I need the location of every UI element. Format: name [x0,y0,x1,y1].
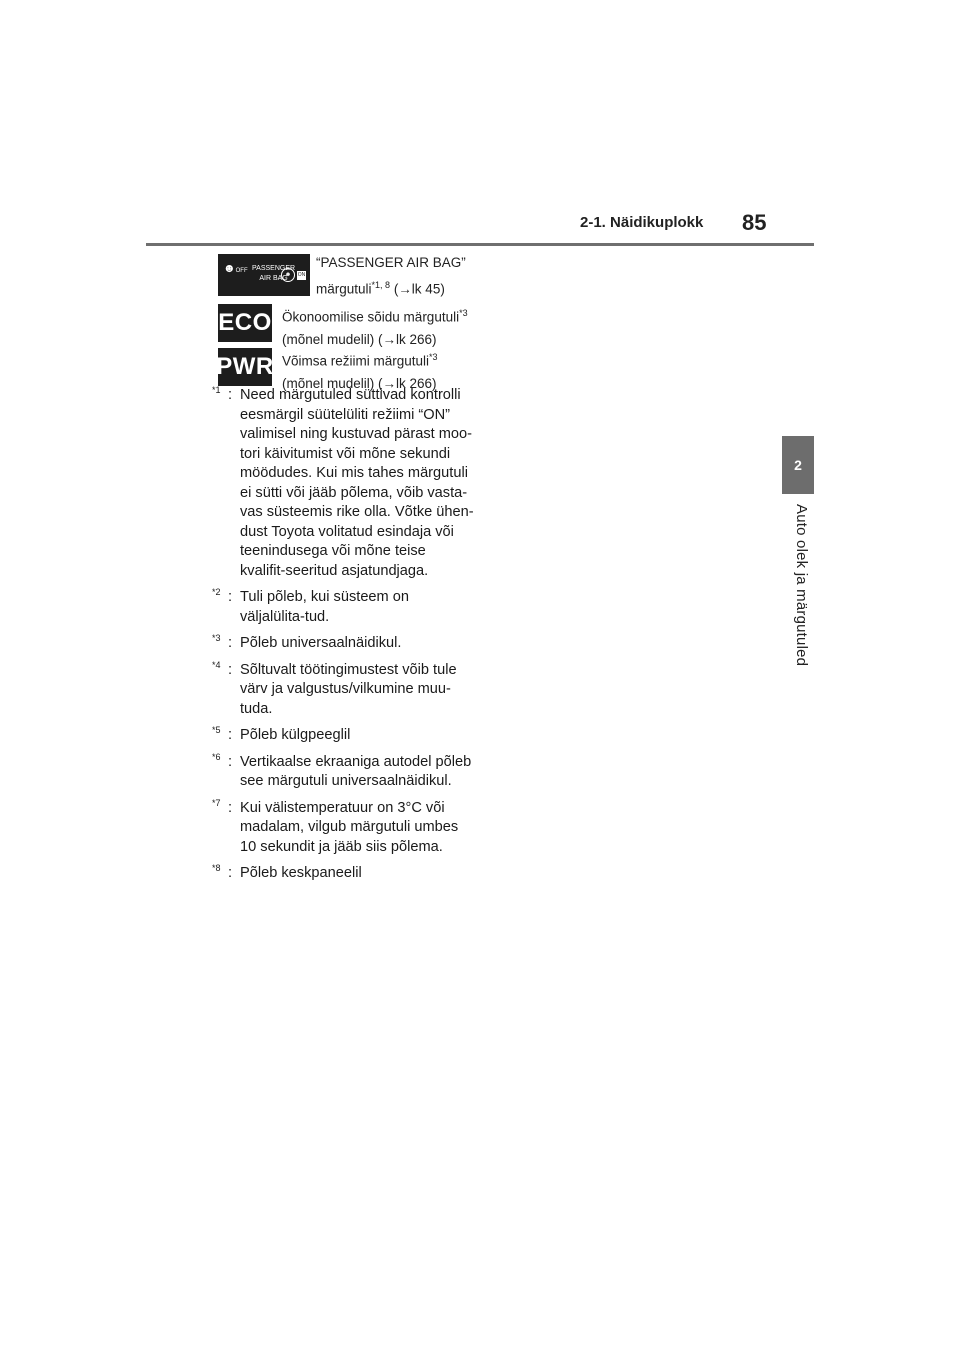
indicator-text: “PASSENGER AIR BAG” märgutuli$^{*1, 8}$ (→lk 45) [316,255,466,297]
chapter-tab[interactable] [782,436,814,494]
footnote-6: *6 : Vertikaalse ekraaniga autodel põleb see märgutuli universaalnäidikul. [212,751,472,789]
header-rule [146,243,814,246]
eco-icon: ECO [218,304,272,342]
footnote-3: *3 : Põleb universaalnäidikul. [212,633,402,651]
footnote-1: *1 : Need märgutuled süttivad kontrolli eesmärgil süütelüliti režiimi “ON” valimisel ning kustuvad pärast moo-tori käivitumist või mõne sekundi möödudes. Kui mis tahes märgutuli ei sütti või jääb põlema, võib vasta-vas süsteemis rike olla. Võtke ühen-dust Toyota volitatud esindaja või teenindusega või mõne teise kvalifit-seeritud asjatundjaga. [212,385,474,579]
passenger-airbag-off-icon [218,254,310,296]
footnotes-list [212,386,474,891]
indicator-text: Võimsa režiimi märgutuli$^{*3}$ (mõnel mudelil) (→lk 266) [282,352,438,391]
indicator-text: Ökonoomilise sõidu märgutuli$^{*3}$ (mõnel mudelil) (→lk 266) [282,308,468,347]
pwr-icon: PWR [218,348,272,386]
pab-on-label: ☻ ON [281,268,306,282]
chapter-title: Auto olek ja märgutuled [793,504,810,667]
indicator-eco [218,304,468,351]
footnote-8: *8 : Põleb keskpaneelil [212,863,362,881]
page-number: 85 [742,210,767,235]
footnote-4: *4 : Sõltuvalt töötingimustest võib tule värv ja valgustus/vilkumine muu-tuda. [212,659,457,717]
chapter-number: 2 [794,457,802,473]
indicator-passenger-airbag [218,254,466,301]
section-title: 2-1. Näidikuplokk [580,214,704,231]
footnote-7: *7 : Kui välistemperatuur on 3°C või madalam, vilgub märgutuli umbes 10 sekundit ja jääb siis põlema. [212,797,459,855]
pab-center-label: PASSENGER AIR BAG [252,265,296,282]
footnote-2: *2 : Tuli põleb, kui süsteem on väljalülita-tud. [212,587,409,625]
pab-off-label: ☻OFF [223,261,248,275]
footnote-5: *5 : Põleb külgpeeglil [212,725,351,743]
